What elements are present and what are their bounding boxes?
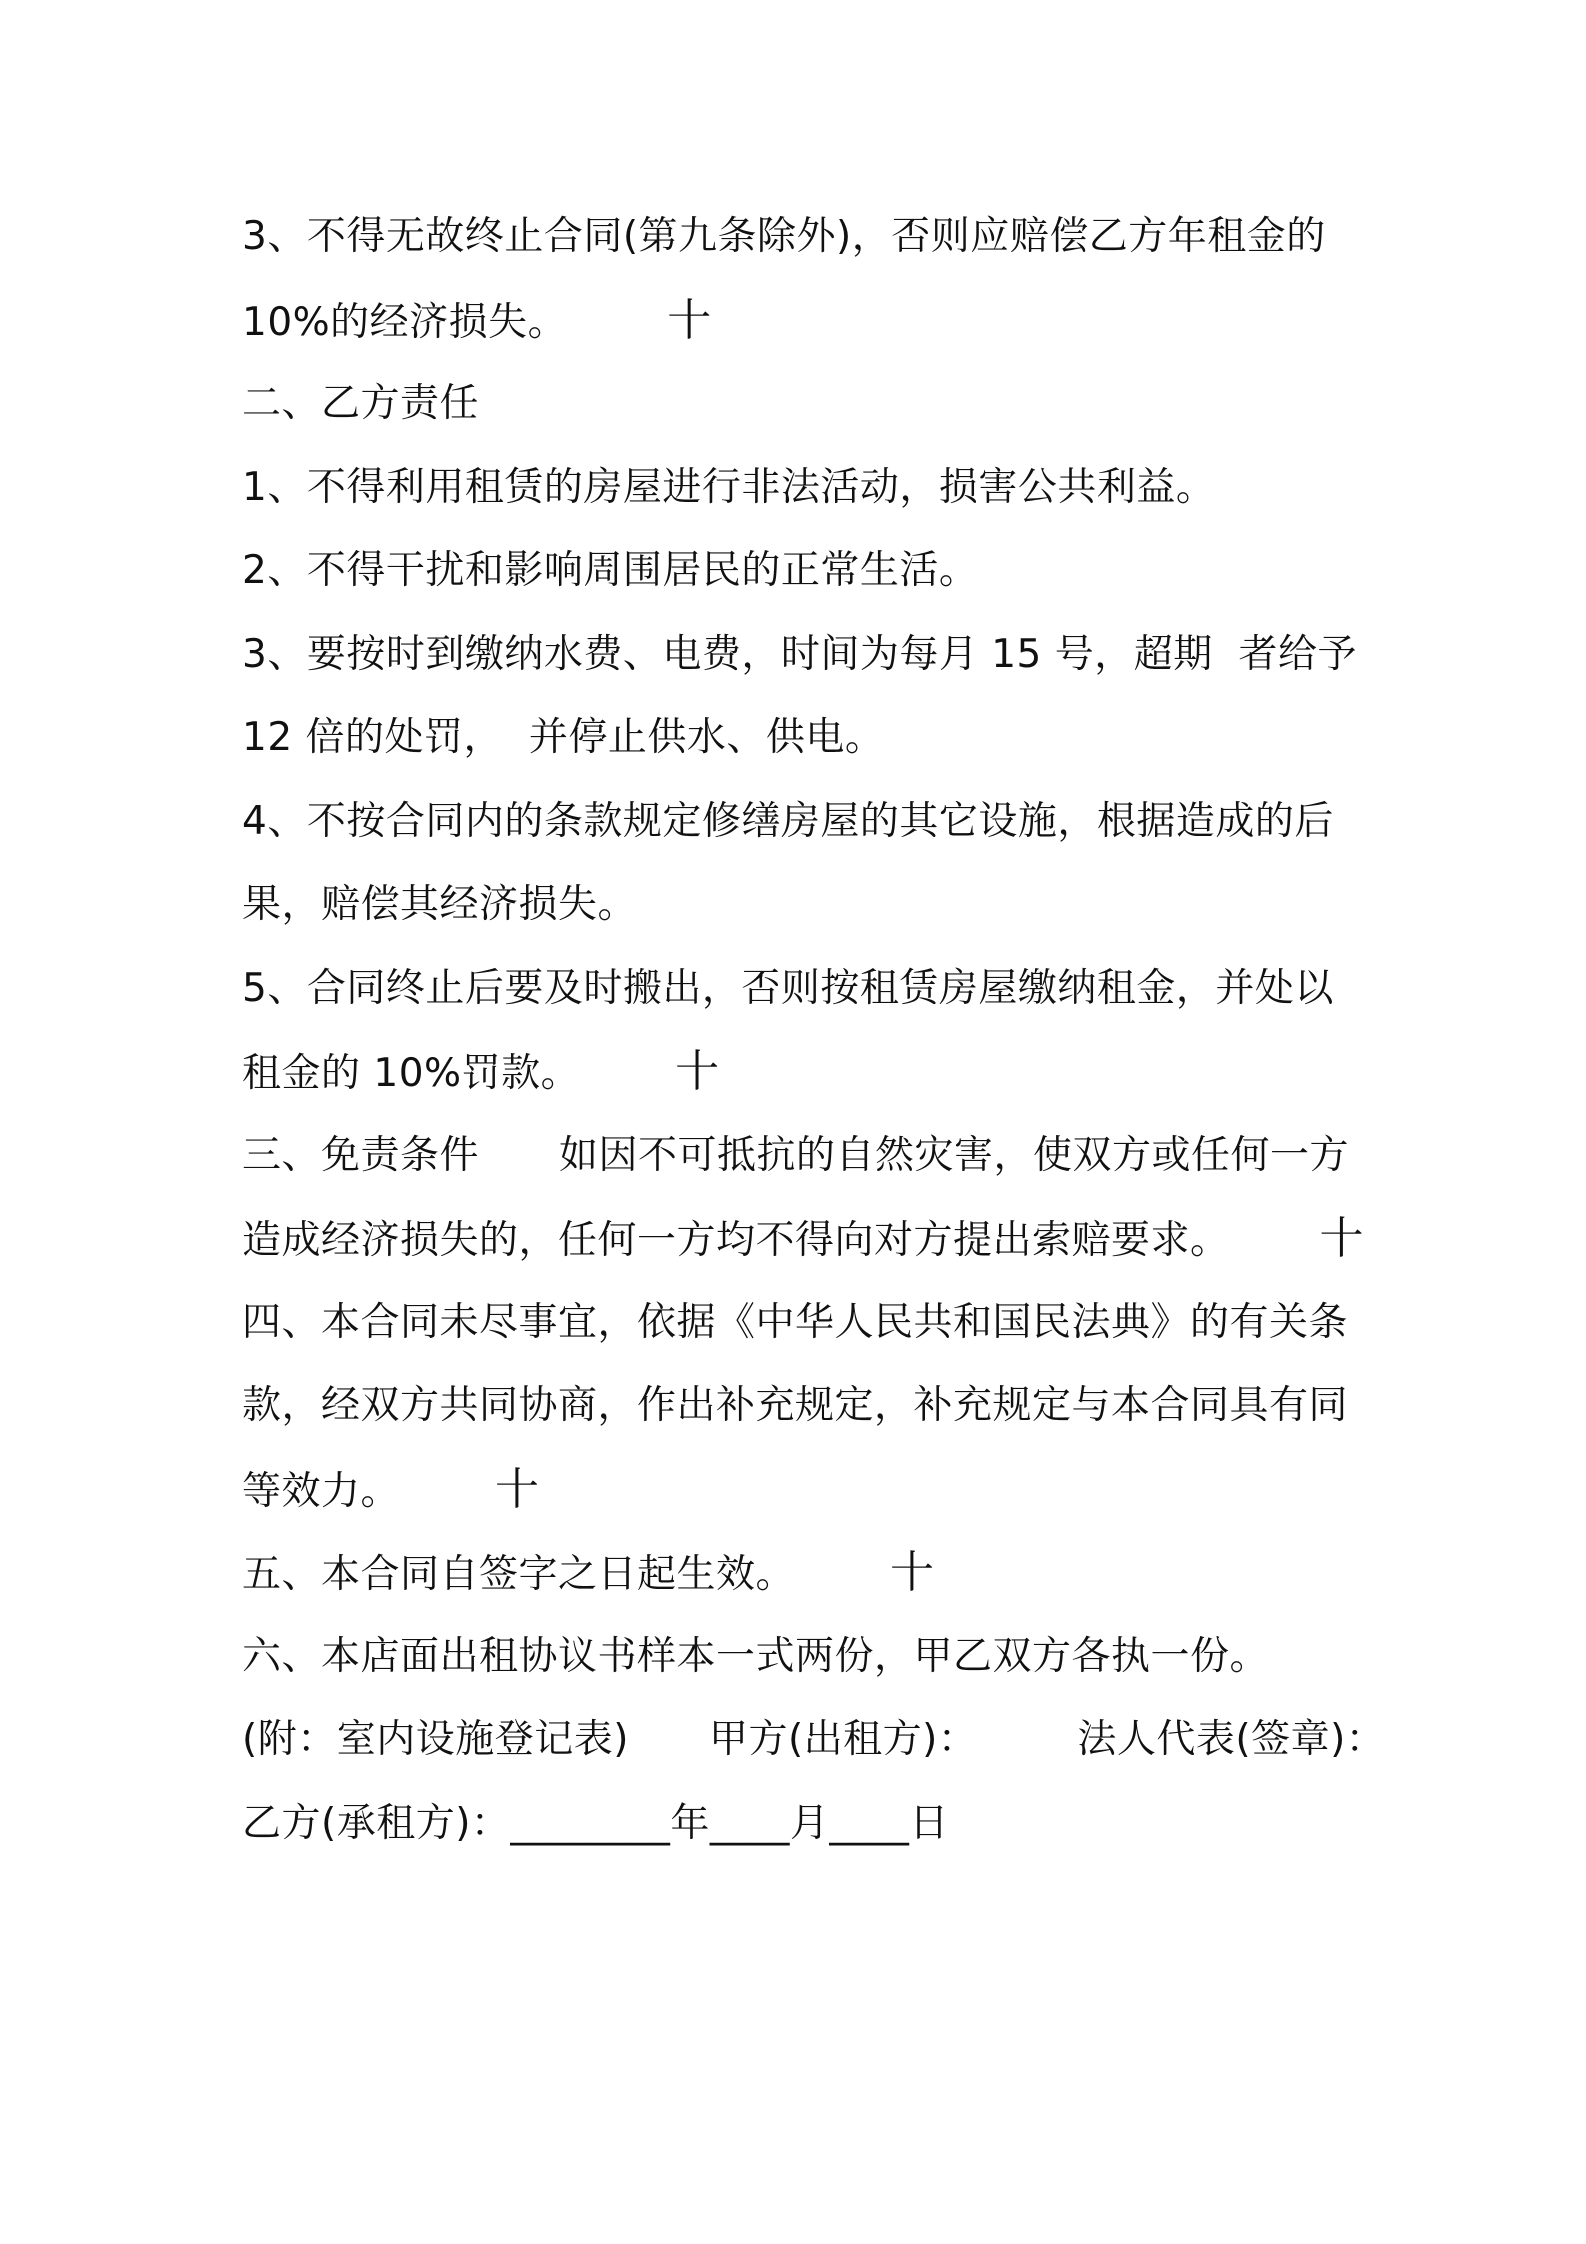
attachment-note: (附：室内设施登记表) bbox=[242, 1717, 629, 1762]
section-four-cont-2 bbox=[242, 1448, 1362, 1532]
text-line: 5、合同终止后要及时搬出，否则按租赁房屋缴纳租金，并处以 bbox=[242, 965, 1334, 1011]
clause-party-b-3-cont bbox=[242, 696, 1362, 780]
legal-rep-label: 法人代表(签章)： bbox=[1077, 1717, 1386, 1762]
section-heading: 三、免责条件 bbox=[242, 1132, 480, 1178]
clause-party-a-3-cont bbox=[242, 279, 1362, 363]
text-line: 12 倍的处罚， 并停止供水、供电。 bbox=[242, 715, 885, 760]
clause-party-b-4 bbox=[242, 780, 1362, 864]
plus-mark: 十 bbox=[675, 1046, 720, 1097]
text-line: 2、不得干扰和影响周围居民的正常生活。 bbox=[242, 548, 979, 593]
section-five bbox=[242, 1531, 1362, 1615]
clause-party-b-2 bbox=[242, 529, 1362, 613]
text-line: 四、本合同未尽事宜，依据《中华人民共和国民法典》的有关条 bbox=[242, 1299, 1349, 1345]
plus-mark: 十 bbox=[890, 1547, 935, 1598]
text-line: 五、本合同自签字之日起生效。 bbox=[242, 1552, 796, 1597]
clause-party-a-3 bbox=[242, 195, 1362, 279]
clause-party-b-4-cont bbox=[242, 863, 1362, 947]
contract-text bbox=[242, 195, 1386, 1865]
signature-line bbox=[242, 1698, 1386, 1782]
plus-mark: 十 bbox=[667, 294, 712, 346]
section-four-cont bbox=[242, 1364, 1362, 1448]
clause-party-b-5 bbox=[242, 947, 1362, 1031]
text-line: 4、不按合同内的条款规定修缮房屋的其它设施，根据造成的后 bbox=[242, 798, 1334, 844]
plus-mark: 十 bbox=[1319, 1213, 1365, 1264]
text-line: 果，赔偿其经济损失。 bbox=[242, 882, 638, 927]
text-line: 3、不得无故终止合同(第九条除外)，否则应赔偿乙方年租金的 bbox=[242, 214, 1326, 259]
text-line: 款，经双方共同协商，作出补充规定，补充规定与本合同具有同 bbox=[242, 1383, 1349, 1428]
clause-party-b-3 bbox=[242, 613, 1362, 697]
section-exemption bbox=[242, 1114, 1362, 1198]
lessee-date-line bbox=[242, 1782, 1362, 1866]
lessor-label: 甲方(出租方)： bbox=[708, 1717, 978, 1762]
section-four bbox=[242, 1281, 1362, 1365]
clause-party-b-1 bbox=[242, 446, 1362, 530]
text-line: 1、不得利用租赁的房屋进行非法活动，损害公共利益。 bbox=[242, 464, 1216, 510]
text-line: 如因不可抵抗的自然灾害，使双方或任何一方 bbox=[559, 1132, 1350, 1178]
text-line: 租金的 10%罚款。 bbox=[242, 1051, 581, 1096]
clause-party-b-5-cont bbox=[242, 1030, 1362, 1114]
lessee-date-text: 乙方(承租方)：________年____月____日 bbox=[242, 1800, 949, 1846]
section-exemption-cont bbox=[242, 1197, 1365, 1281]
section-six bbox=[242, 1615, 1362, 1699]
text-line: 等效力。 bbox=[242, 1468, 401, 1514]
text-line: 3、要按时到缴纳水费、电费，时间为每月 15 号，超期 者给予 bbox=[242, 631, 1358, 677]
text-line: 10%的经济损失。 bbox=[242, 299, 568, 345]
text-line: 造成经济损失的，任何一方均不得向对方提出索赔要求。 bbox=[242, 1218, 1230, 1263]
text-line: 六、本店面出租协议书样本一式两份，甲乙双方各执一份。 bbox=[242, 1633, 1270, 1679]
section-party-b-heading bbox=[242, 362, 1362, 446]
plus-mark: 十 bbox=[495, 1463, 540, 1515]
section-heading: 二、乙方责任 bbox=[242, 381, 480, 426]
